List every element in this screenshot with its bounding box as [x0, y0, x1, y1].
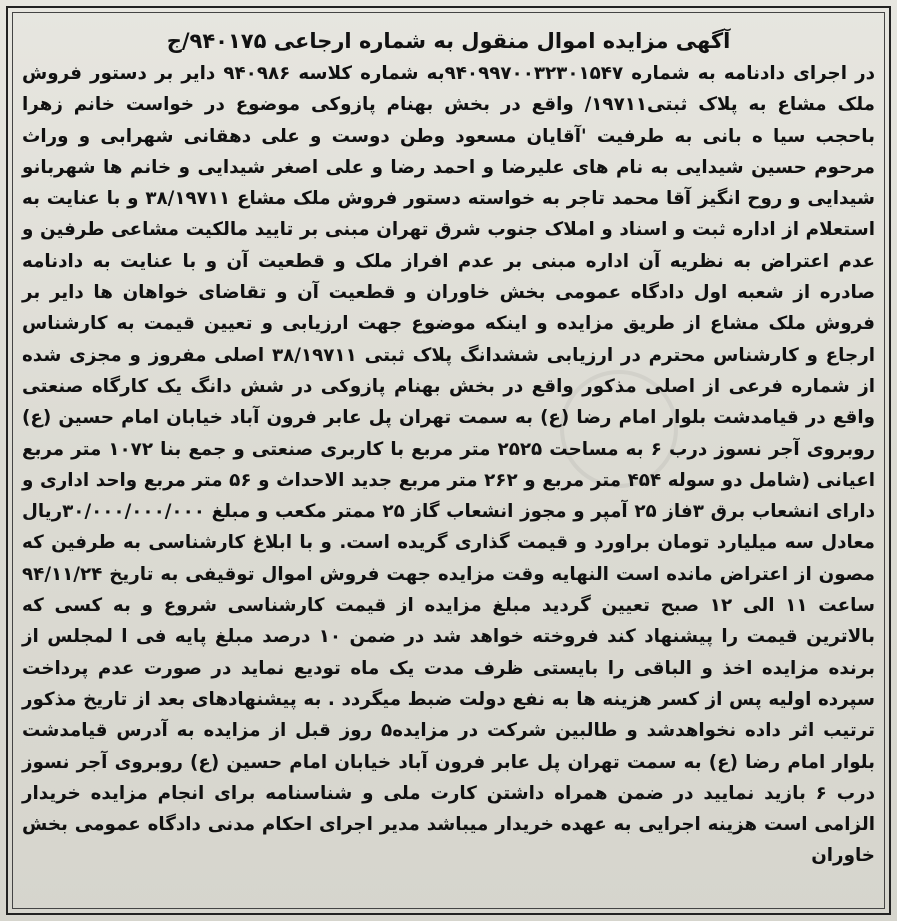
- auction-notice: [22, 26, 875, 901]
- notice-body: در اجرای دادنامه به شماره ۹۴۰۹۹۷۰۰۳۲۳۰۱۵۴۷به شماره کلاسه ۹۴۰۹۸۶ دایر بر دستور فروش ملک مشاع به پلاک ثبتی۱۹۷۱۱/ واقع در بخش بهنام پازوکی موضوع در خواست خانم زهرا باحجب سیا ه بانی به طرفیت 'آقایان مسعود وطن دوست و علی دهقانی شهرابی و وراث مرحوم حسین شیدایی به نام های علیرضا و احمد رضا و علی اصغر شیدایی و خانم ها شهربانو شیدایی و روح انگیز آقا محمد تاجر به خواسته دستور فروش ملک مشاع ۳۸/۱۹۷۱۱ و با عنایت به استعلام از اداره ثبت و اسناد و املاک جنوب شرق تهران مبنی بر تایید مالکیت مشاعی طرفین و عدم اعتراض به نظریه آن اداره مبنی بر عدم افراز ملک و قطعیت آن و با عنایت به دادنامه صادره از شعبه اول دادگاه عمومی بخش خاوران و قطعیت آن و تقاضای خواهان ها دایر بر فروش ملک مشاع از طریق مزایده و اینکه موضوع جهت ارزیابی و تعیین قیمت به کارشناس ارجاع و کارشناس محترم در ارزیابی ششدانگ پلاک ثبتی ۳۸/۱۹۷۱۱ اصلی مفروز و مجزی شده از شماره فرعی از اصلی مذکور واقع در بخش بهنام پازوکی در شش دانگ یک کارگاه صنعتی واقع در قیامدشت بلوار امام رضا (ع) به سمت تهران پل عابر فرون آباد خیابان امام حسین (ع) روبروی آجر نسوز درب ۶ به مساحت ۲۵۲۵ متر مربع با کاربری صنعتی و جمع بنا ۱۰۷۲ متر مربع اعیانی (شامل دو سوله ۴۵۴ متر مربع و ۲۶۲ متر مربع جدید الاحداث و ۵۶ متر مربع واحد اداری و دارای انشعاب برق ۳فاز ۲۵ آمپر و مجوز انشعاب گاز ۲۵ ممتر مکعب و مبلغ ۳۰/۰۰۰/۰۰۰/۰۰۰ریال معادل سه میلیارد تومان براورد و قیمت گذاری گریده است. و با ابلاغ کارشناسی به طرفین که مصون از اعتراض مانده است النهایه وقت مزایده جهت فروش اموال توقیفی به تاریخ ۹۴/۱۱/۲۴ ساعت ۱۱ الی ۱۲ صبح تعیین گردید مبلغ مزایده از قیمت کارشناسی شروع و به کسی که بالاترین قیمت را پیشنهاد کند فروخته خواهد شد در ضمن ۱۰ درصد مبلغ پایه فی ا لمجلس از برنده مزایده اخذ و الباقی را بایستی ظرف مدت یک ماه تودیع نماید در صورت عدم پرداخت سپرده اولیه پس از کسر هزینه ها به نفع دولت ضبط میگردد . به پیشنهادهای بعد از تاریخ مذکور ترتیب اثر داده نخواهدشد و طالبین شرکت در مزایده۵ روز قبل از مزایده به آدرس قیامدشت بلوار امام رضا (ع) به سمت تهران پل عابر فرون آباد خیابان امام حسین (ع) روبروی آجر نسوز درب ۶ بازید نمایید در ضمن همراه داشتن کارت ملی و شناسنامه برای انجام مزایده خریدار الزامی است هزینه اجرایی به عهده خریدار میباشد مدیر اجرای احکام مدنی دادگاه عمومی بخش خاوران: [22, 63, 876, 867]
- notice-title: آگهی مزایده اموال منقول به شماره ارجاعی ۹۴۰۱۷۵/ج: [166, 29, 731, 53]
